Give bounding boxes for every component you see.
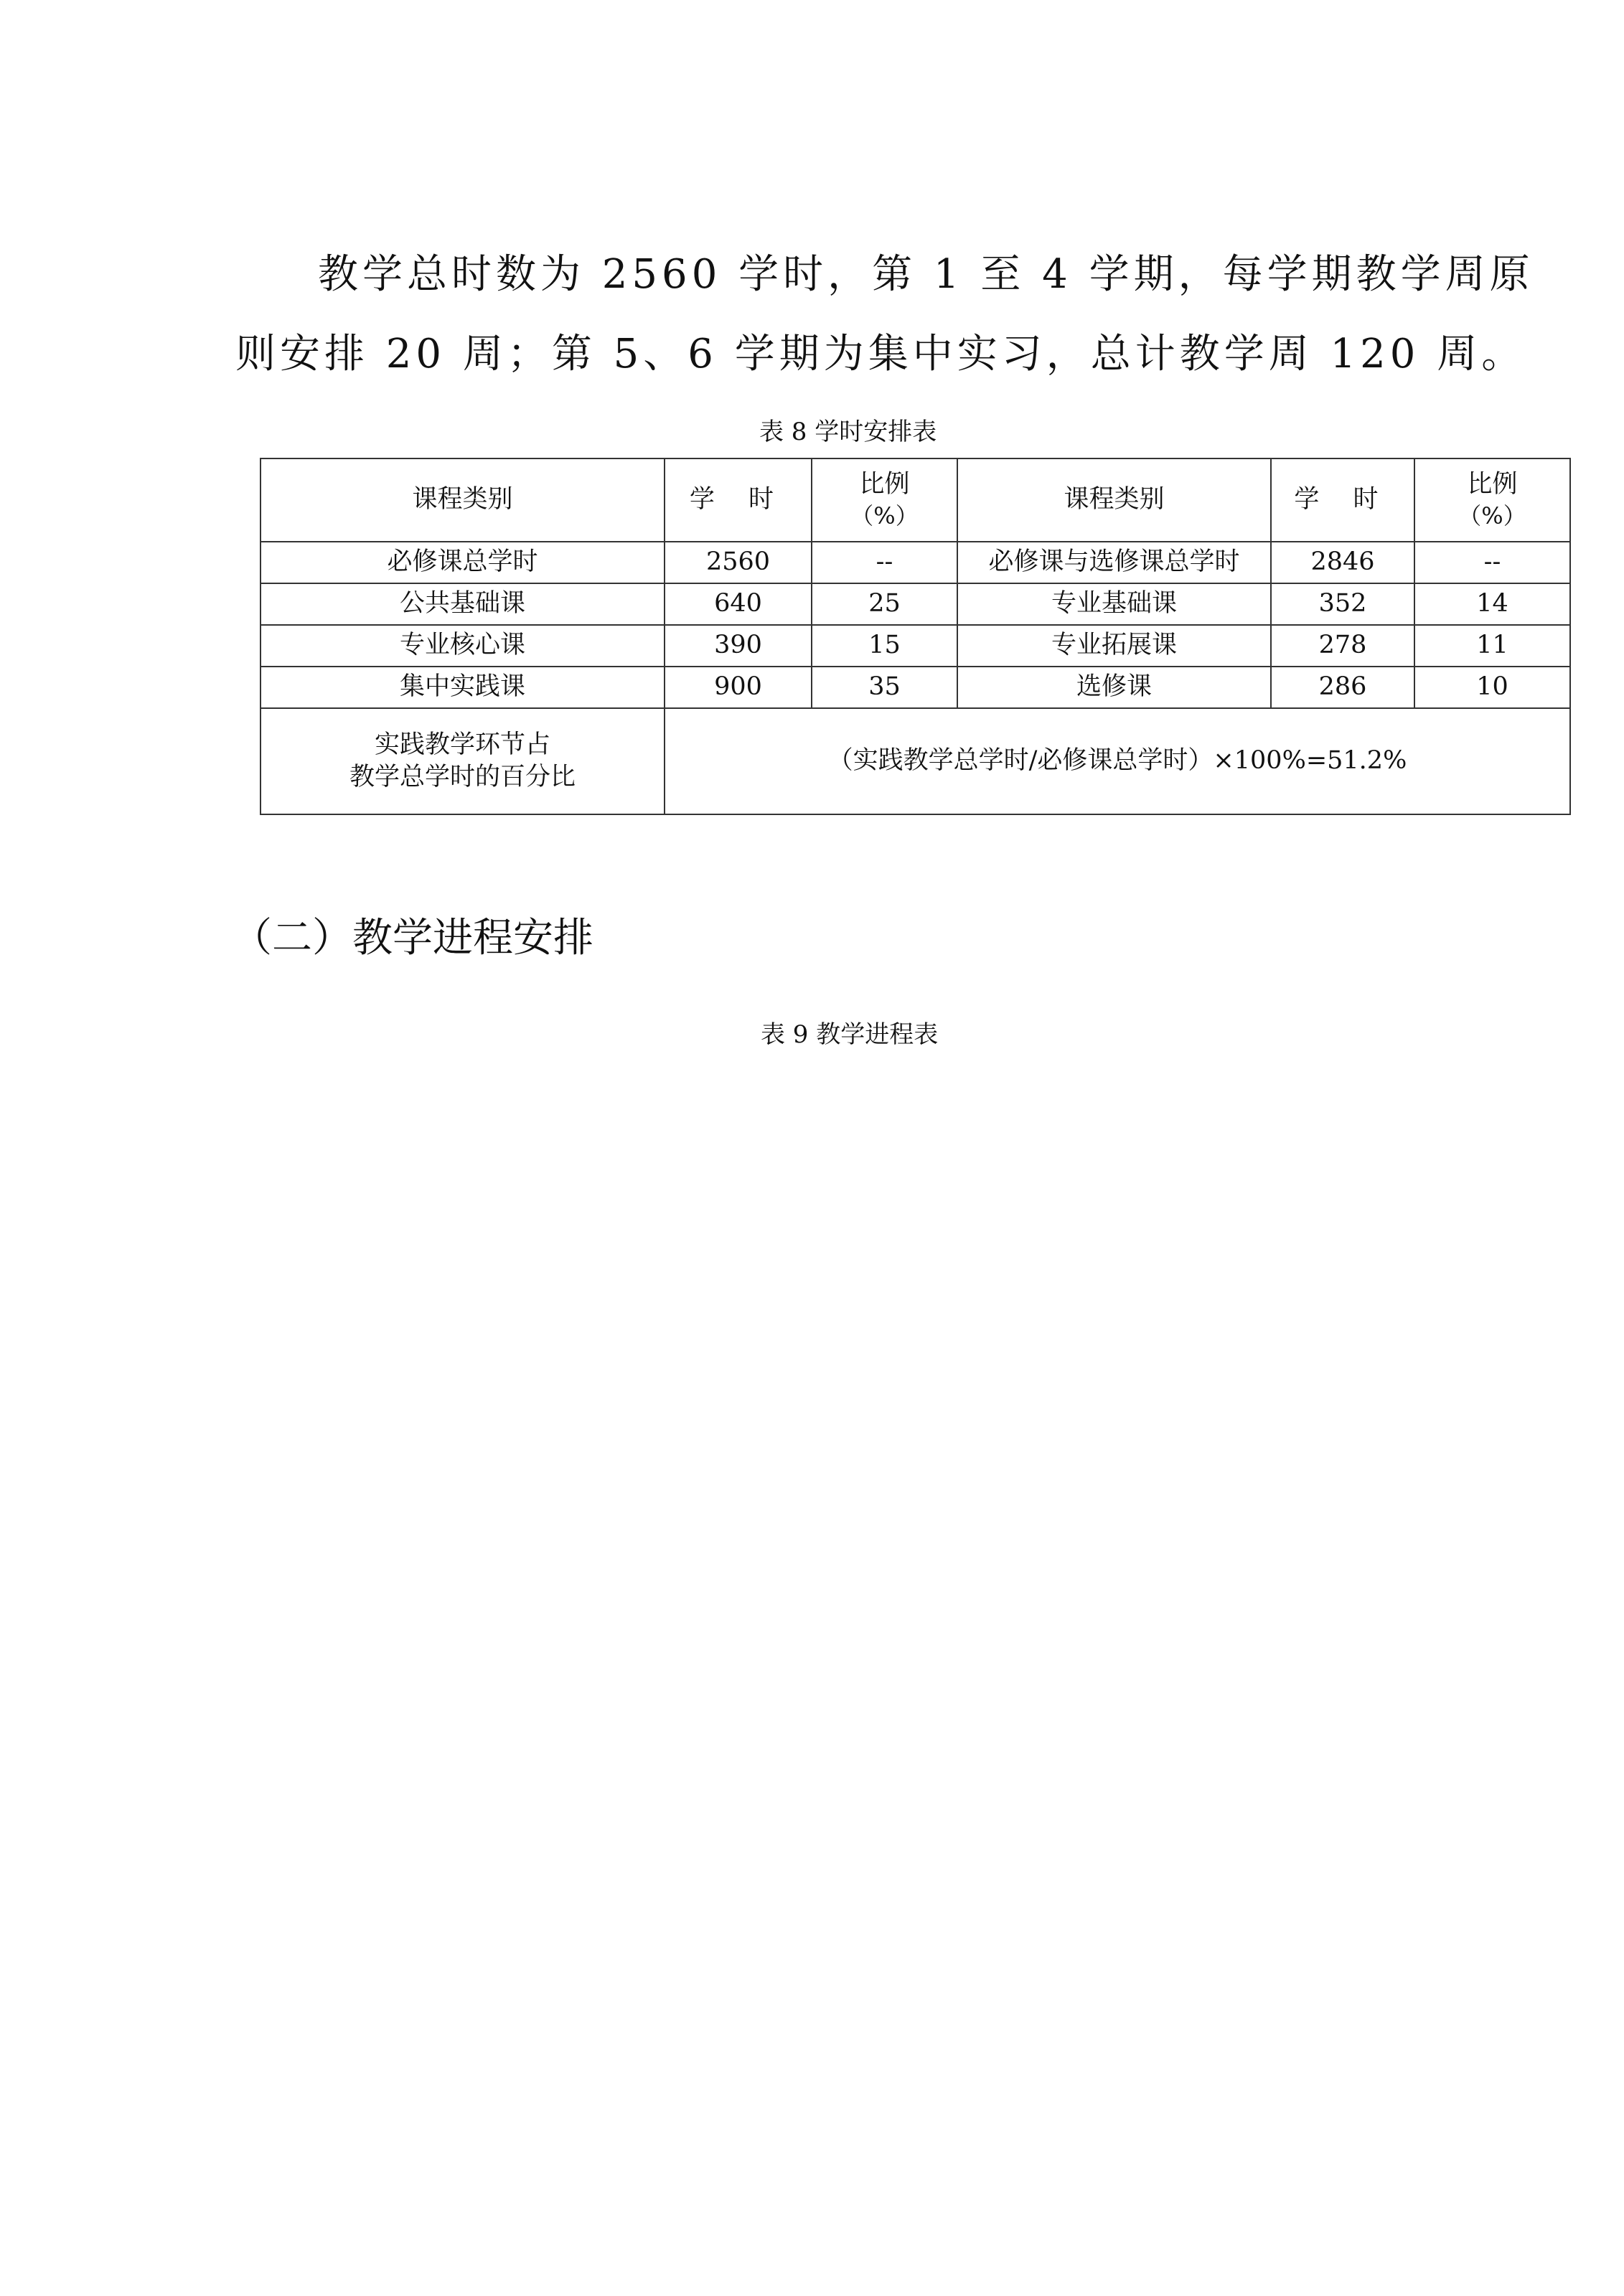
header-category-left: 课程类别 [261, 458, 665, 542]
cell-right-hours: 352 [1271, 583, 1414, 625]
hours-table [260, 458, 1571, 815]
cell-left-name: 专业核心课 [261, 625, 665, 667]
footer-label-line-2: 教学总学时的百分比 [349, 763, 576, 791]
header-ratio-left [812, 458, 957, 542]
cell-right-hours: 2846 [1271, 542, 1414, 583]
cell-left-ratio: 15 [812, 625, 957, 667]
cell-right-name: 专业基础课 [957, 583, 1271, 625]
header-hours-left: 学 时 [665, 458, 812, 542]
table-row [261, 667, 1570, 708]
table-header-row [261, 458, 1570, 542]
cell-right-ratio: 10 [1414, 667, 1570, 708]
cell-left-ratio: 25 [812, 583, 957, 625]
table8-caption: 表 8 学时安排表 [759, 418, 937, 446]
cell-left-name: 必修课总学时 [261, 542, 665, 583]
cell-left-hours: 390 [665, 625, 812, 667]
cell-right-ratio: -- [1414, 542, 1570, 583]
table9-caption: 表 9 教学进程表 [761, 1020, 939, 1049]
header-category-right: 课程类别 [957, 458, 1271, 542]
table-footer-row [261, 708, 1570, 814]
cell-left-name: 公共基础课 [261, 583, 665, 625]
cell-right-hours: 278 [1271, 625, 1414, 667]
cell-right-ratio: 11 [1414, 625, 1570, 667]
intro-line-1: 教学总时数为 2560 学时，第 1 至 4 学期，每学期教学周原 [318, 251, 1534, 298]
cell-left-ratio: 35 [812, 667, 957, 708]
table-row [261, 583, 1570, 625]
header-ratio-unit: （%） [1458, 502, 1526, 530]
header-ratio-unit: （%） [850, 502, 919, 530]
cell-right-name: 专业拓展课 [957, 625, 1271, 667]
header-ratio-right [1414, 458, 1570, 542]
intro-line-2: 则安排 20 周；第 5、6 学期为集中实习，总计教学周 120 周。 [235, 331, 1526, 377]
cell-left-hours: 900 [665, 667, 812, 708]
table-row [261, 625, 1570, 667]
cell-left-name: 集中实践课 [261, 667, 665, 708]
footer-label [261, 708, 665, 814]
header-ratio-label: 比例 [859, 470, 910, 499]
header-ratio-label: 比例 [1467, 470, 1518, 499]
cell-right-ratio: 14 [1414, 583, 1570, 625]
cell-left-ratio: -- [812, 542, 957, 583]
footer-formula: （实践教学总学时/必修课总学时）×100%=51.2% [665, 708, 1570, 814]
cell-right-name: 必修课与选修课总学时 [957, 542, 1271, 583]
footer-label-line-1: 实践教学环节占 [374, 730, 550, 759]
cell-left-hours: 640 [665, 583, 812, 625]
header-hours-right: 学 时 [1271, 458, 1414, 542]
cell-left-hours: 2560 [665, 542, 812, 583]
table-row [261, 542, 1570, 583]
cell-right-hours: 286 [1271, 667, 1414, 708]
cell-right-name: 选修课 [957, 667, 1271, 708]
section-heading: （二）教学进程安排 [232, 915, 593, 961]
